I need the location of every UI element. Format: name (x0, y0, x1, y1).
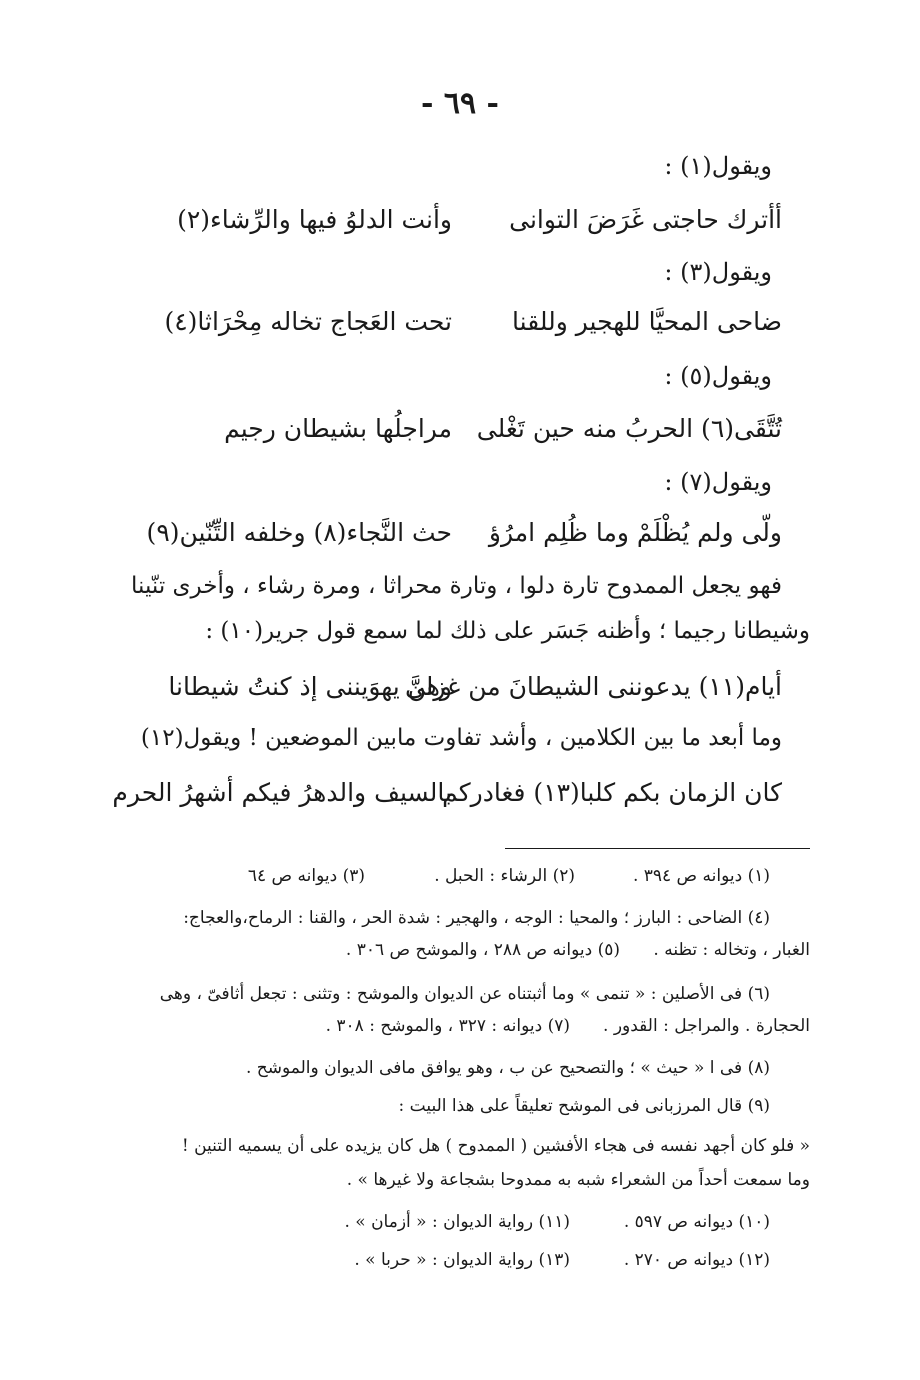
verse-2-first-hemistich: ضاحى المحيَّا للهجير وللقنا (512, 307, 782, 336)
footnote-10: (١٠) ديوانه ص ٥٩٧ . (623, 1212, 770, 1232)
footnote-4-line-2: الغبار ، وتخاله : تظنه . (653, 940, 810, 960)
verse-4 (132, 518, 782, 547)
footnote-1: (١) ديوانه ص ٣٩٤ . (632, 866, 770, 886)
footnote-3: (٣) ديوانه ص ٦٤ (247, 866, 365, 886)
footnote-4-line-1: (٤) الضاحى : البارز ؛ والمحيا : الوجه ، والهجير : شدة الحر ، والقنا : الرماح،والعجاج: (183, 908, 770, 928)
verse-2-second-hemistich: تحت العَجاج تخاله مِحْرَاثا(٤) (164, 307, 452, 336)
verse-6 (112, 778, 782, 807)
footnote-8: (٨) فى ا « حيث » ؛ والتصحيح عن ب ، وهو يوافق مافى الديوان والموشح . (245, 1058, 770, 1078)
footnote-row-6-7 (326, 1016, 810, 1036)
footnote-9-quote-line-1: « فلو كان أجهد نفسه فى هجاء الأفشين ( الممدوح ) هل كان يزيده على أن يسميه التنين ! (181, 1136, 810, 1156)
verse-5-first-hemistich: أيام(١١) يدعوننى الشيطانَ من غزلى (404, 672, 782, 701)
intro-line-2: ويقول(٣) : (664, 258, 772, 286)
footnote-5: (٥) ديوانه ص ٢٨٨ ، والموشح ص ٣٠٦ . (345, 940, 620, 960)
verse-1-first-hemistich: أأترك حاجتى غَرَضَ التوانى (509, 205, 782, 234)
footnote-row-12-13 (354, 1250, 770, 1270)
footnote-row-10-11 (344, 1212, 770, 1232)
verse-3-second-hemistich: مراجلُها بشيطان رجيم (224, 414, 452, 443)
verse-1 (132, 205, 782, 234)
footnote-6-line-1: (٦) فى الأصلين : « تنمى » وما أثبتناه عن الديوان والموشح : وتثنى : تجعل أثافىّ ، وهى (159, 984, 770, 1004)
footnote-row-4-5 (346, 940, 810, 960)
footnote-separator (505, 848, 810, 849)
prose-line-1: فهو يجعل الممدوح تارة دلوا ، وتارة محراثا ، ومرة رشاء ، وأخرى تنّينا (131, 573, 782, 599)
footnote-9-quote-line-2: وما سمعت أحداً من الشعراء شبه به ممدوحا بشجاعة ولا غيرها » . (346, 1170, 810, 1190)
verse-6-second-hemistich: بالسيف والدهرُ فيكم أشهرُ الحرم (112, 778, 452, 807)
verse-2 (132, 307, 782, 336)
page-number: - ٦٩ - (420, 86, 500, 121)
verse-5-second-hemistich: وهنَّ يهوَيننى إذ كنتُ شيطانا (168, 672, 452, 701)
intro-line-1: ويقول(١) : (664, 152, 772, 180)
intro-line-4: ويقول(٧) : (664, 468, 772, 496)
intro-line-3: ويقول(٥) : (664, 362, 772, 390)
footnote-2: (٢) الرشاء : الحبل . (434, 866, 575, 886)
verse-4-first-hemistich: ولّى ولم يُظْلَمْ وما ظُلِم امرُؤ (488, 518, 782, 547)
footnote-7: (٧) ديوانه : ٣٢٧ ، والموشح : ٣٠٨ . (325, 1016, 570, 1036)
footnote-6-line-2: الحجارة . والمراجل : القدور . (603, 1016, 810, 1036)
footnote-13: (١٣) رواية الديوان : « حربا » . (354, 1250, 570, 1270)
footnote-11: (١١) رواية الديوان : « أزمان » . (344, 1212, 570, 1232)
prose-line-2: وشيطانا رجيما ؛ وأظنه جَسَر على ذلك لما سمع قول جرير(١٠) : (205, 618, 810, 644)
verse-6-first-hemistich: كان الزمان بكم كلبا(١٣) فغادركم (442, 778, 782, 807)
footnote-12: (١٢) ديوانه ص ٢٧٠ . (623, 1250, 770, 1270)
prose-line-3: وما أبعد ما بين الكلامين ، وأشد تفاوت مابين الموضعين ! ويقول(١٢) (140, 725, 782, 751)
verse-5 (132, 672, 782, 701)
verse-3-first-hemistich: تُتَّقَى(٦) الحربُ منه حين تَغْلى (476, 414, 782, 443)
verse-1-second-hemistich: وأنت الدلوُ فيها والرِّشاء(٢) (177, 205, 452, 234)
footnote-row-1 (248, 866, 770, 886)
verse-3 (132, 414, 782, 443)
footnote-9: (٩) قال المرزبانى فى الموشح تعليقاً على هذا البيت : (398, 1096, 770, 1116)
verse-4-second-hemistich: حث النَّجاء(٨) وخلفه التِّنّين(٩) (146, 518, 452, 547)
